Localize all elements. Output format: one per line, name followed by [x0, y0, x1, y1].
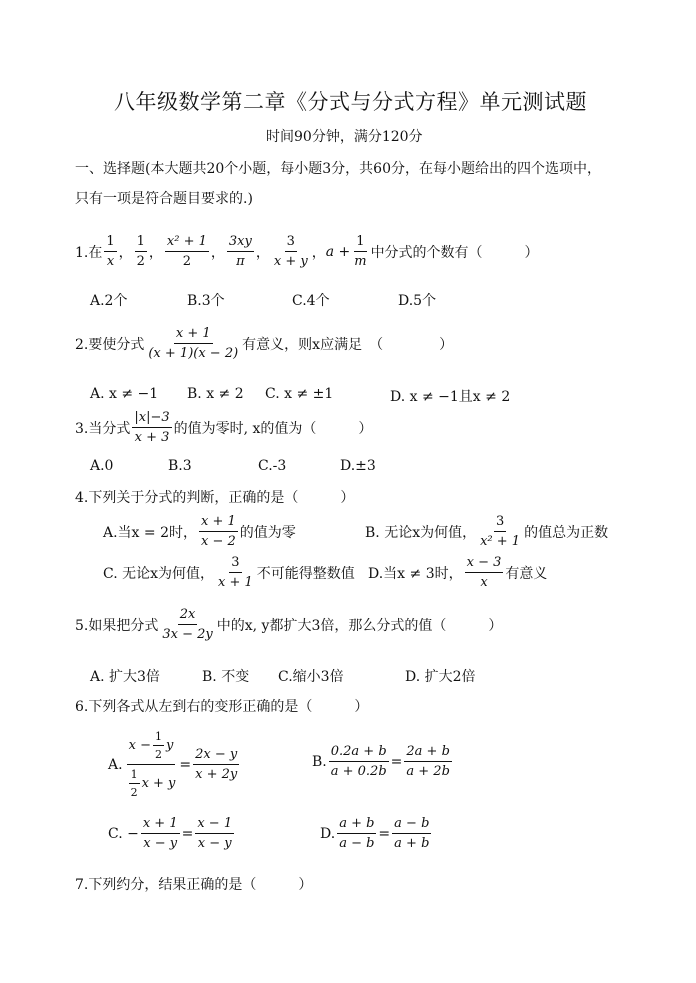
q4-c-frac: $\frac{3}{x + 1}$ — [218, 555, 253, 590]
q6-option-a: A. x − $\frac{1}{2}$ y $\frac{1}{2}$ x + y = $\frac{2x - y}{x + 2y}$ — [108, 730, 238, 799]
q3-option-b: B.3 — [168, 458, 192, 474]
q5-prefix: 5.如果把分式 — [75, 617, 159, 634]
q2-suffix: 有意义，则x应满足 （ ） — [242, 336, 454, 353]
q5-option-b: B. 不变 — [202, 669, 250, 685]
question-7: 7.下列约分，结果正确的是（ ） — [75, 877, 313, 893]
q1-frac-1: $\frac{1}{x}$ — [106, 234, 115, 269]
q2-frac: $\frac{x + 1}{(x + 1)(x - 2)}$ — [148, 326, 239, 361]
q5-frac: $\frac{2x}{3x - 2y}$ — [162, 607, 213, 642]
q5-option-d: D. 扩大2倍 — [405, 669, 476, 685]
page-subtitle: 时间90分钟，满分120分 — [266, 129, 423, 145]
q2-option-b: B. x ≠ 2 — [187, 386, 244, 402]
q6-a-right-frac: $\frac{2x - y}{x + 2y}$ — [195, 747, 238, 782]
question-4: 4.下列关于分式的判断，正确的是（ ） — [75, 490, 355, 506]
q1-frac-4: $\frac{3xy}{\pi}$ — [228, 234, 252, 269]
q5-option-c: C.缩小3倍 — [278, 669, 344, 685]
question-2 — [75, 326, 453, 361]
q4-option-a: A.当x = 2时， $\frac{x + 1}{x - 2}$ 的值为零 — [103, 514, 296, 549]
q2-option-d: D. x ≠ −1且x ≠ 2 — [390, 389, 511, 405]
q6-option-c: C. − $\frac{x + 1}{x - y}$ = $\frac{x - 1}{x - y}$ — [108, 816, 233, 851]
q1-prefix: 1.在 — [75, 244, 103, 261]
question-6: 6.下列各式从左到右的变形正确的是（ ） — [75, 699, 369, 715]
q4-d-frac: $\frac{x - 3}{x}$ — [466, 555, 502, 590]
q2-option-c: C. x ≠ ±1 — [265, 386, 334, 402]
q3-option-a: A.0 — [90, 458, 114, 474]
q2-prefix: 2.要使分式 — [75, 336, 145, 353]
q1-frac-2: $\frac{1}{2}$ — [136, 234, 145, 269]
question-1: 1.在 $\frac{1}{x}$ ， $\frac{1}{2}$ ， $\frac{\text{x² + 1}}{2}$ ， $\frac{3xy}{\pi}$ ， $\frac{3}{x + y}$ ， a + $\frac{1}{m}$ 中分式的个数有（ ） — [75, 234, 539, 269]
q6-b-right-frac: $\frac{2a + b}{a + 2b}$ — [406, 744, 450, 779]
q3-option-d: D.±3 — [340, 458, 376, 474]
q1-frac-3: $\frac{\text{x² + 1}}{2}$ — [166, 234, 207, 269]
section-header-line1: 一、选择题(本大题共20个小题，每小题3分，共60分，在每小题给出的四个选项中， — [75, 161, 601, 177]
q1-frac-6: $\frac{1}{m}$ — [354, 234, 367, 269]
q4-b-frac: $\frac{3}{\text{x² + 1}}$ — [480, 514, 521, 549]
q4-option-b: B. 无论x为何值， $\frac{3}{\text{x² + 1}}$ 的值总为正数 — [365, 514, 609, 549]
q1-frac-5: $\frac{3}{x + y}$ — [273, 234, 308, 269]
q1-last-a: a + — [325, 243, 351, 260]
q1-suffix: 中分式的个数有（ ） — [370, 244, 539, 261]
q1-option-b: B.3个 — [187, 293, 225, 309]
q4-a-frac: $\frac{x + 1}{x - 2}$ — [201, 514, 236, 549]
q6-c-left-frac: $\frac{x + 1}{x - y}$ — [142, 816, 178, 851]
q6-b-left-frac: $\frac{0.2a + b}{a + 0.2b}$ — [330, 744, 387, 779]
q3-frac: $\frac{|x|-3}{x + 3}$ — [134, 410, 170, 445]
q6-d-right-frac: $\frac{a - b}{a + b}$ — [394, 816, 430, 851]
q6-option-b: B. $\frac{0.2a + b}{a + 0.2b}$ = $\frac{2a + b}{a + 2b}$ — [312, 744, 450, 779]
q5-option-a: A. 扩大3倍 — [90, 669, 160, 685]
section-header-line2: 只有一项是符合题目要求的.) — [75, 191, 253, 207]
page-title: 八年级数学第二章《分式与分式方程》单元测试题 — [114, 90, 587, 114]
q6-c-right-frac: $\frac{x - 1}{x - y}$ — [197, 816, 233, 851]
q1-option-c: C.4个 — [292, 293, 330, 309]
question-3 — [75, 410, 372, 445]
q6-d-left-frac: $\frac{a + b}{a - b}$ — [339, 816, 375, 851]
q3-prefix: 3.当分式 — [75, 420, 131, 437]
q5-suffix: 中的x, y都扩大3倍，那么分式的值（ ） — [216, 617, 503, 634]
q6-option-d: D. $\frac{a + b}{a - b}$ = $\frac{a - b}{a + b}$ — [320, 816, 430, 851]
q4-option-d: D.当x ≠ 3时， $\frac{x - 3}{x}$ 有意义 — [368, 555, 548, 590]
q1-option-d: D.5个 — [398, 293, 437, 309]
q2-option-a: A. x ≠ −1 — [90, 386, 159, 402]
q1-option-a: A.2个 — [90, 293, 128, 309]
question-5 — [75, 607, 502, 642]
q3-option-c: C.-3 — [258, 458, 287, 474]
q6-a-complex-frac: x − $\frac{1}{2}$ y $\frac{1}{2}$ x + y — [128, 730, 176, 799]
q3-suffix: 的值为零时, x的值为（ ） — [173, 420, 373, 437]
q4-option-c: C. 无论x为何值， $\frac{3}{x + 1}$ 不可能得整数值 — [103, 555, 355, 590]
